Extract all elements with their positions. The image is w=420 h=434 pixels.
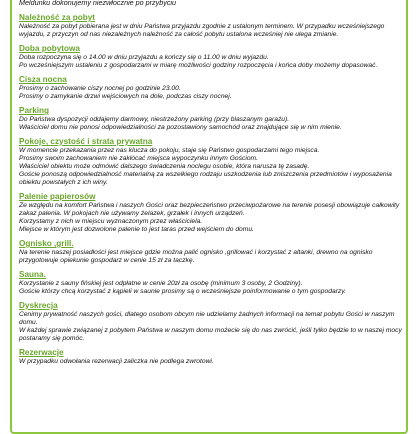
section [19,192,403,234]
section-paragraph: Prosimy swoim zachowaniem nie zakłócać miejsca wypoczynku innym Gościom. [19,155,258,162]
section-heading: Parking [19,106,50,115]
section-paragraph: Właściciel domu nie ponosi odpowiedzialności za pozostawiony samochód oraz znajdujące się w nim mienie. [19,124,342,131]
section-paragraph: Do Państwa dyspozycji oddajemy darmowy, niestrzeżony parking (przy blaszanym garażu). [19,116,290,123]
section-paragraph: Doba rozpoczyna się o 14.00 w dniu przyjazdu a kończy się o 11.00 w dniu wyjazdu. [19,54,269,61]
section-paragraph: Goście ponoszą odpowiedzialność materialną za wszelkiego rodzaju uszkodzenia lub zniszczenia przedmiotów i wyposażenia obiektu powstałych z ich winy. [19,171,392,186]
section-paragraph: Po wcześniejszym ustaleniu z gospodarzami w miarę możliwości godziny rozpoczęcia i końca doby możemy dopasować. [19,62,378,69]
section-paragraph: Goście którzy chcą korzystać z kąpieli w saunie prosimy są o wcześniejsze poinformowanie o tym gospodarzy. [19,288,346,295]
section [19,106,403,132]
section-heading: Rezerwacje [19,348,64,357]
section [19,13,403,39]
section-paragraph: Prosimy o zachowanie ciszy nocnej po godzinie 23.00. [19,85,181,92]
section-heading: Doba pobytowa [19,44,80,53]
section [19,348,403,366]
section-paragraph: Miejsce w którym jest dozwolone palenie to jest taras przed wejściem do domu. [19,226,254,233]
section-paragraph: Korzystamy z nich w miejscu wyznaczonym przez właściciela. [19,218,203,225]
section-paragraph: Na terenie naszej posiadłości jest miejsce gdzie można palić ognisko ,grillować i korzystać z altanki, drewno na ognisko przygotowuje opiekunie gospodarz w cenie 15 zł za taczkę. [19,249,373,264]
section-heading: Cisza nocna [19,75,67,84]
document-body [19,0,403,371]
section [19,301,403,343]
section [19,239,403,265]
section-paragraph: W momencie przekazania przez nas klucza do pokoju, staje się Państwo gospodarzami tego miejsca. [19,147,320,154]
sections-list [19,13,403,366]
section-heading: Palenie papierosów [19,192,96,201]
section-heading: Ognisko ,grill. [19,239,74,248]
intro-text: Meldunku dokonujemy niezwłocznie po przybyciu [19,0,177,7]
section [19,270,403,296]
section-paragraph: Korzystanie z sauny fińskiej jest odpłatne w cenie 20zł za osobę (minimum 3 osoby, 2 Godziny). [19,280,303,287]
section-heading: Należność za pobyt [19,13,95,22]
section-paragraph: W przypadku odwołania rezerwacji zaliczka nie podlega zwrotowi. [19,358,214,365]
section-paragraph: Prosimy o zamykanie drzwi wejściowych na dole, podczas ciszy nocnej. [19,93,232,100]
section-paragraph: W każdej sprawie związanej z pobytem Państwa w naszym domu możecie się do nas zwrócić, jeśli tylko będzie to w naszej mocy postaramy się pomóc. [19,327,402,342]
section-paragraph: Należność za pobyt pobierana jest w dniu Państwa przyjazdu zgodnie z ustalonym terminem. W przypadku wcześniejszego wyjazdu, z przyczyn od nas niezależnych należność za całość pobytu ustalona wcześniej nie ulega zmianie. [19,23,385,38]
section [19,137,403,187]
section-paragraph: Właściciel obiektu może odmówić dalszego świadczenia noclegu osobie, która narusza tę zasadę. [19,163,310,170]
section-paragraph: Cenimy prywatność naszych gości, dlatego osobom obcym nie udzielamy żadnych informacji na temat pobytu Gości w naszym domu. [19,311,395,326]
section-heading: Sauna. [19,270,46,279]
section [19,44,403,70]
section-paragraph: Ze względu na komfort Państwa i naszych Gości oraz bezpieczeństwo przeciwpożarowe na terenie posesji obowiązuje całkowity zakaz palenia. W pokojach nie używamy żelazek, grzałek i innych urządzeń. [19,202,400,217]
section-heading: Dyskrecja [19,301,58,310]
section-heading: Pokoje, czystość i strata prywatna [19,137,153,146]
section [19,75,403,101]
